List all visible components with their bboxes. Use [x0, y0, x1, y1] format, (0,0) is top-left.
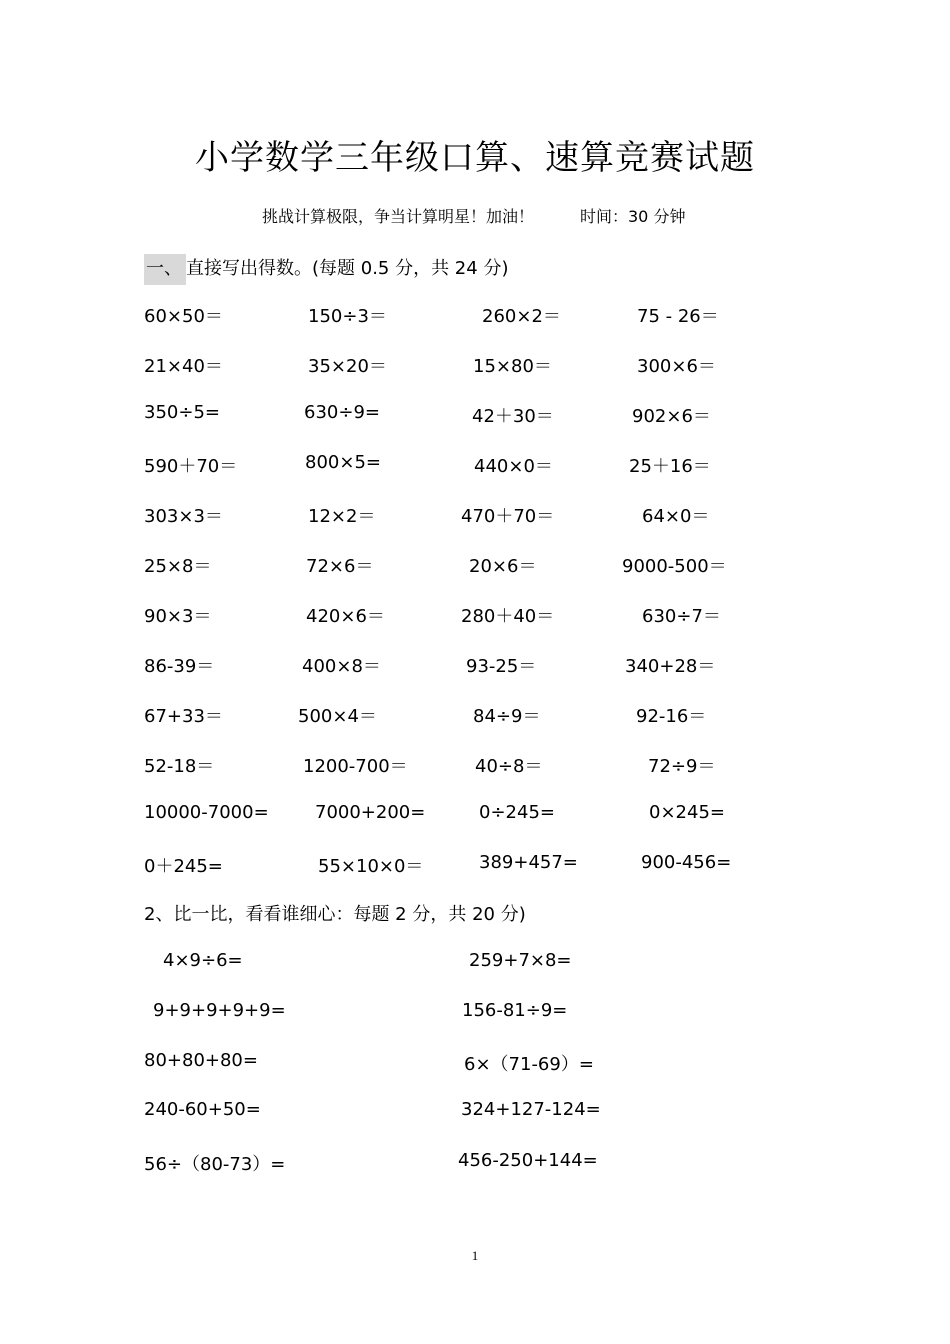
- question: 0＋245=: [144, 856, 223, 877]
- question: 500×4＝: [298, 706, 377, 727]
- question: 42＋30＝: [472, 406, 554, 427]
- question: 21×40＝: [144, 356, 223, 377]
- question: 75 - 26＝: [637, 306, 719, 327]
- section-2-heading: 2、比一比，看看谁细心：每题 2 分，共 20 分): [144, 904, 526, 925]
- question: 90×3＝: [144, 606, 212, 627]
- question: 150÷3＝: [308, 306, 387, 327]
- question: 52-18＝: [144, 756, 215, 777]
- question: 420×6＝: [306, 606, 385, 627]
- question: 440×0＝: [474, 456, 553, 477]
- question: 56÷（80-73）=: [144, 1154, 286, 1175]
- question: 0×245=: [649, 802, 725, 823]
- question: 20×6＝: [469, 556, 537, 577]
- question: 67+33＝: [144, 706, 223, 727]
- page-number: 1: [471, 1248, 479, 1263]
- question: 64×0＝: [642, 506, 710, 527]
- question: 35×20＝: [308, 356, 387, 377]
- section-1-heading-text: 直接写出得数。(每题 0.5 分，共 24 分): [186, 258, 509, 279]
- question: 260×2＝: [482, 306, 561, 327]
- question: 470＋70＝: [461, 506, 555, 527]
- question: 9000-500＝: [622, 556, 727, 577]
- question: 630÷9=: [304, 402, 380, 423]
- question: 9+9+9+9+9=: [153, 1000, 286, 1021]
- question: 80+80+80=: [144, 1050, 258, 1071]
- question: 1200-700＝: [303, 756, 408, 777]
- question: 156-81÷9=: [462, 1000, 568, 1021]
- question: 93-25＝: [466, 656, 537, 677]
- question: 350÷5=: [144, 402, 220, 423]
- question: 60×50＝: [144, 306, 223, 327]
- question: 12×2＝: [308, 506, 376, 527]
- question: 72÷9＝: [648, 756, 716, 777]
- question: 7000+200=: [315, 802, 426, 823]
- question: 6×（71-69）=: [464, 1054, 594, 1075]
- question: 800×5=: [305, 452, 381, 473]
- question: 40÷8＝: [475, 756, 543, 777]
- question: 15×80＝: [473, 356, 552, 377]
- question: 324+127-124=: [461, 1099, 601, 1120]
- question: 630÷7＝: [642, 606, 721, 627]
- question: 55×10×0＝: [318, 856, 424, 877]
- question: 25×8＝: [144, 556, 212, 577]
- question: 902×6＝: [632, 406, 711, 427]
- question: 340+28＝: [625, 656, 716, 677]
- question: 456-250+144=: [458, 1150, 598, 1171]
- question: 10000-7000=: [144, 802, 269, 823]
- question: 25＋16＝: [629, 456, 711, 477]
- question: 259+7×8=: [469, 950, 572, 971]
- question: 4×9÷6=: [163, 950, 243, 971]
- question: 900-456=: [641, 852, 732, 873]
- question: 280＋40＝: [461, 606, 555, 627]
- question: 303×3＝: [144, 506, 223, 527]
- section-1-heading: [144, 254, 508, 280]
- question: 300×6＝: [637, 356, 716, 377]
- question: 86-39＝: [144, 656, 215, 677]
- question: 0÷245=: [479, 802, 555, 823]
- subtitle: 挑战计算极限，争当计算明星！加油！: [262, 207, 535, 226]
- question: 389+457=: [479, 852, 578, 873]
- question: 590＋70＝: [144, 456, 238, 477]
- time-limit: 时间：30 分钟: [580, 207, 686, 226]
- question: 400×8＝: [302, 656, 381, 677]
- page-title: 小学数学三年级口算、速算竞赛试题: [195, 138, 755, 178]
- question: 72×6＝: [306, 556, 374, 577]
- section-1-marker: 一、: [144, 254, 186, 285]
- question: 92-16＝: [636, 706, 707, 727]
- question: 84÷9＝: [473, 706, 541, 727]
- question: 240-60+50=: [144, 1099, 261, 1120]
